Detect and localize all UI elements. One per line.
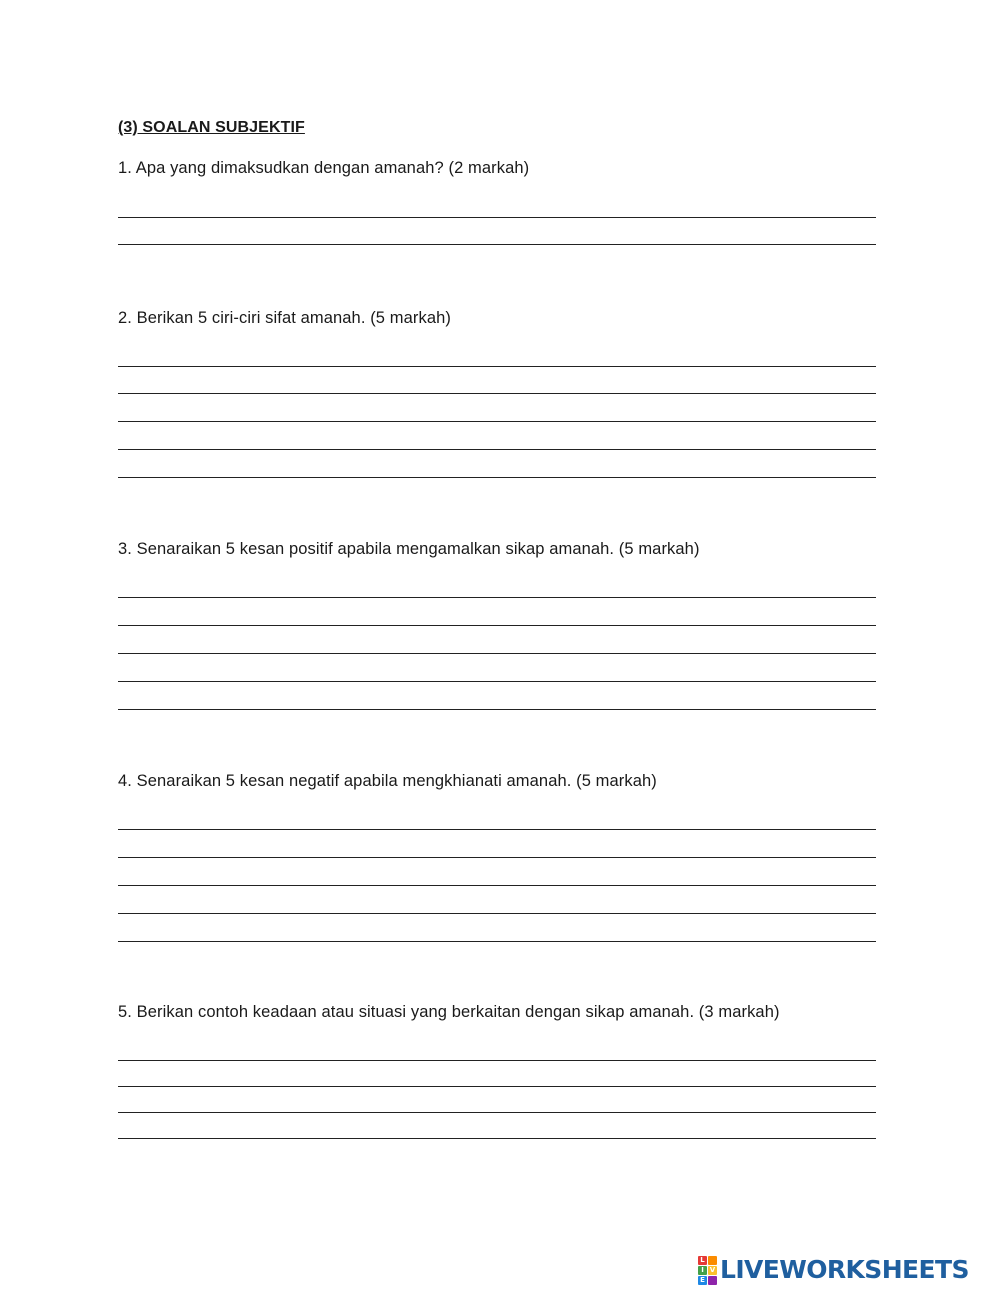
logo-block-i: I xyxy=(698,1266,707,1275)
answer-line-q1-1[interactable] xyxy=(118,217,876,218)
logo-block-v: V xyxy=(709,1265,716,1274)
question-2-text: 2. Berikan 5 ciri-ciri sifat amanah. (5 markah) xyxy=(118,309,451,327)
logo-block-l: L xyxy=(698,1256,707,1265)
answer-line-q2-3[interactable] xyxy=(118,421,876,422)
logo-blocks-icon xyxy=(698,1256,717,1285)
answer-line-q4-3[interactable] xyxy=(118,885,876,886)
answer-line-q4-1[interactable] xyxy=(118,829,876,830)
section-title: (3) SOALAN SUBJEKTIF xyxy=(118,119,305,136)
answer-line-q1-2[interactable] xyxy=(118,244,876,245)
liveworksheets-logo xyxy=(698,1256,969,1284)
answer-line-q3-2[interactable] xyxy=(118,625,876,626)
logo-text: LIVEWORKSHEETS xyxy=(720,1255,969,1284)
answer-line-q4-4[interactable] xyxy=(118,913,876,914)
logo-block-e: E xyxy=(698,1276,707,1285)
question-3-text: 3. Senaraikan 5 kesan positif apabila mengamalkan sikap amanah. (5 markah) xyxy=(118,540,700,558)
question-5-text: 5. Berikan contoh keadaan atau situasi yang berkaitan dengan sikap amanah. (3 markah) xyxy=(118,1003,780,1021)
answer-line-q3-5[interactable] xyxy=(118,709,876,710)
answer-line-q5-1[interactable] xyxy=(118,1060,876,1061)
question-4-text: 4. Senaraikan 5 kesan negatif apabila mengkhianati amanah. (5 markah) xyxy=(118,772,657,790)
question-1-text: 1. Apa yang dimaksudkan dengan amanah? (2 markah) xyxy=(118,159,530,177)
logo-block-6 xyxy=(708,1276,717,1285)
answer-line-q2-5[interactable] xyxy=(118,477,876,478)
answer-line-q3-4[interactable] xyxy=(118,681,876,682)
answer-line-q3-3[interactable] xyxy=(118,653,876,654)
answer-line-q4-5[interactable] xyxy=(118,941,876,942)
answer-line-q2-2[interactable] xyxy=(118,393,876,394)
answer-line-q4-2[interactable] xyxy=(118,857,876,858)
answer-line-q3-1[interactable] xyxy=(118,597,876,598)
answer-line-q2-1[interactable] xyxy=(118,366,876,367)
answer-line-q5-2[interactable] xyxy=(118,1086,876,1087)
answer-line-q5-4[interactable] xyxy=(118,1138,876,1139)
logo-block-2 xyxy=(708,1256,717,1265)
answer-line-q5-3[interactable] xyxy=(118,1112,876,1113)
answer-line-q2-4[interactable] xyxy=(118,449,876,450)
